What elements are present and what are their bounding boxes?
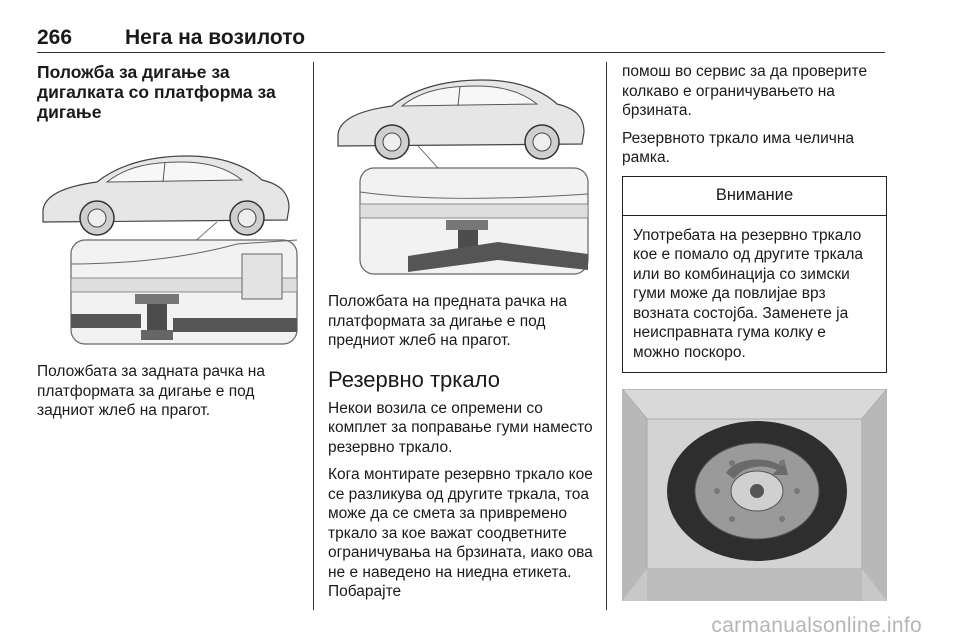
column-divider [606,62,607,610]
rear-lift-point-illustration [37,136,299,348]
column-middle [328,62,596,610]
section-heading: Резервно тркало [328,366,500,392]
column-left [37,62,299,429]
section-title: Нега на возилото [125,26,306,49]
figure-caption: Положбата на предната рачка на платформата за дигање е под предниот жлеб на прагот. [328,293,568,349]
paragraph: Некои возила се опремени со комплет за поправање гуми наместо резервно тркало. [328,399,593,456]
paragraph: помош во сервис за да проверите колкаво е ограничувањето на брзината. [622,63,868,119]
column-right [622,62,887,601]
paragraph: Резервното тркало има челична рамка. [622,129,855,166]
watermark: carmanualsonline.info [711,614,922,637]
warning-box [622,176,887,374]
column-divider [313,62,314,610]
spare-wheel-illustration [622,389,887,601]
page-number: 266 [37,26,73,49]
figure-caption: Положбата за задната рачка на платформата за дигање е под задниот жлеб на прагот. [37,363,265,419]
subsection-heading: Положба за дигање за дигалката со платформа за дигање [37,62,276,122]
warning-title: Внимание [623,177,886,216]
front-lift-point-illustration [328,64,594,278]
paragraph: Кога монтирате резервно тркало кое се разликува од другите тркала, тоа може да се смета за привремено тркало за кое важат соодветните ограничувања на брзината, иако ова не е наведено на ниедна етикета. Побарајте [328,466,593,600]
page-header [37,24,885,53]
warning-text: Употребата на резервно тркало кое е помало од другите тркала или во комбинација со зимски гуми може да повлијае врз возната состојба. Заменете ја неисправната гума колку е можно поскоро. [633,226,864,361]
